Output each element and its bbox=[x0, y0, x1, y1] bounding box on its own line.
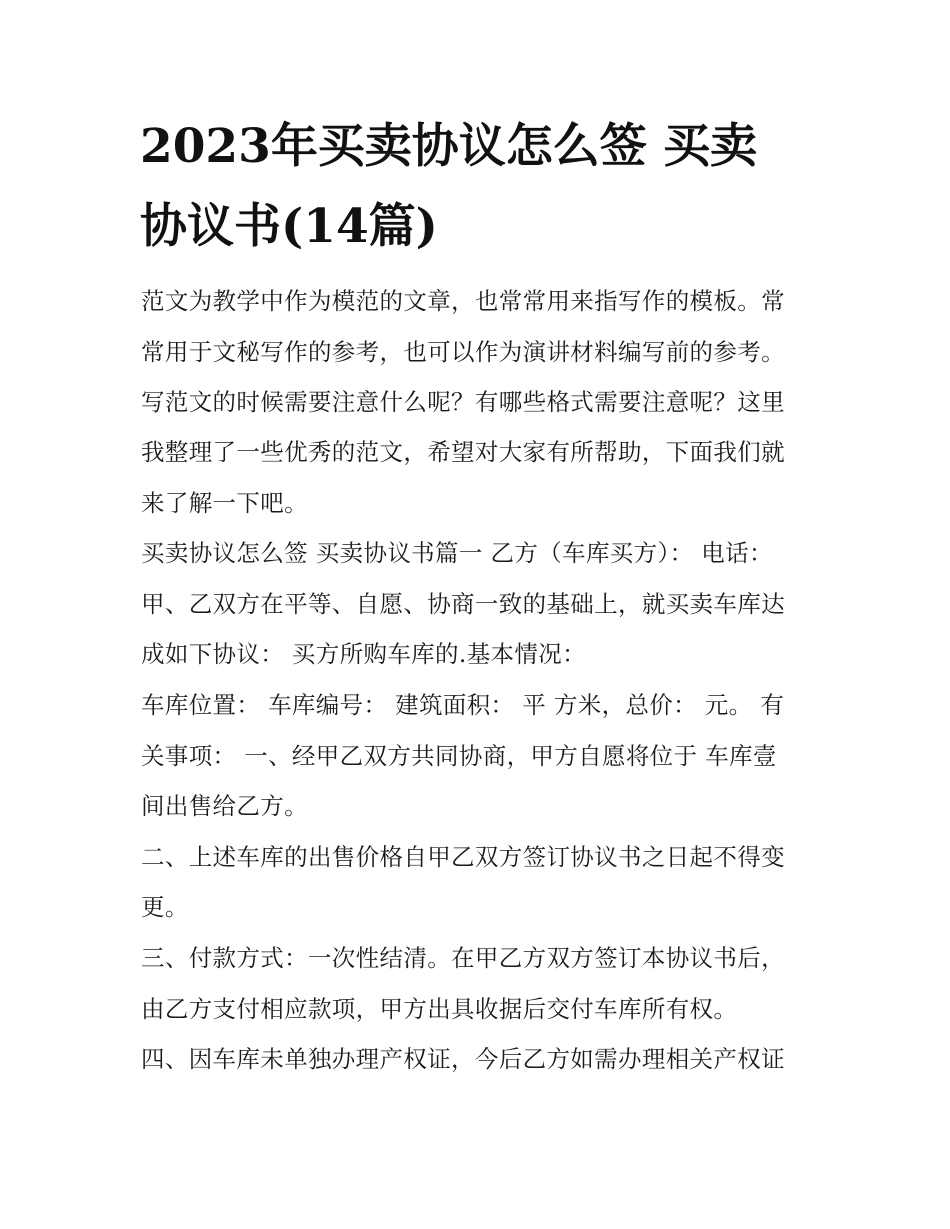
body-line: 买卖协议怎么签 买卖协议书篇一 乙方（车库买方）： 电话： bbox=[141, 539, 773, 567]
body-line: 由乙方支付相应款项，甲方出具收据后交付车库所有权。 bbox=[141, 995, 738, 1023]
body-line: 成如下协议： 买方所购车库的.基本情况： bbox=[141, 640, 586, 668]
body-line: 常用于文秘写作的参考，也可以作为演讲材料编写前的参考。 bbox=[141, 338, 785, 366]
body-line: 三、付款方式：一次性结清。在甲乙方双方签订本协议书后， bbox=[141, 944, 785, 972]
body-line: 写范文的时候需要注意什么呢？有哪些格式需要注意呢？这里 bbox=[141, 388, 785, 416]
body-line: 甲、乙双方在平等、自愿、协商一致的基础上，就买卖车库达 bbox=[141, 590, 785, 618]
body-line: 关事项： 一、经甲乙双方共同协商，甲方自愿将位于 车库壹 bbox=[141, 742, 777, 770]
document-title-line-1: 2023年买卖协议怎么签 买卖 bbox=[140, 119, 758, 174]
document-title-line-2: 协议书(14篇) bbox=[140, 199, 438, 254]
body-line: 我整理了一些优秀的范文，希望对大家有所帮助，下面我们就 bbox=[141, 438, 785, 466]
body-line: 四、因车库未单独办理产权证，今后乙方如需办理相关产权证 bbox=[141, 1045, 785, 1073]
body-line: 更。 bbox=[141, 893, 189, 921]
body-line: 车库位置： 车库编号： 建筑面积： 平 方米，总价： 元。 有 bbox=[141, 691, 785, 719]
body-line: 范文为教学中作为模范的文章，也常常用来指写作的模板。常 bbox=[141, 287, 785, 315]
body-line: 间出售给乙方。 bbox=[141, 792, 308, 820]
body-line: 二、上述车库的出售价格自甲乙双方签订协议书之日起不得变 bbox=[141, 843, 785, 871]
body-line: 来了解一下吧。 bbox=[141, 489, 308, 517]
